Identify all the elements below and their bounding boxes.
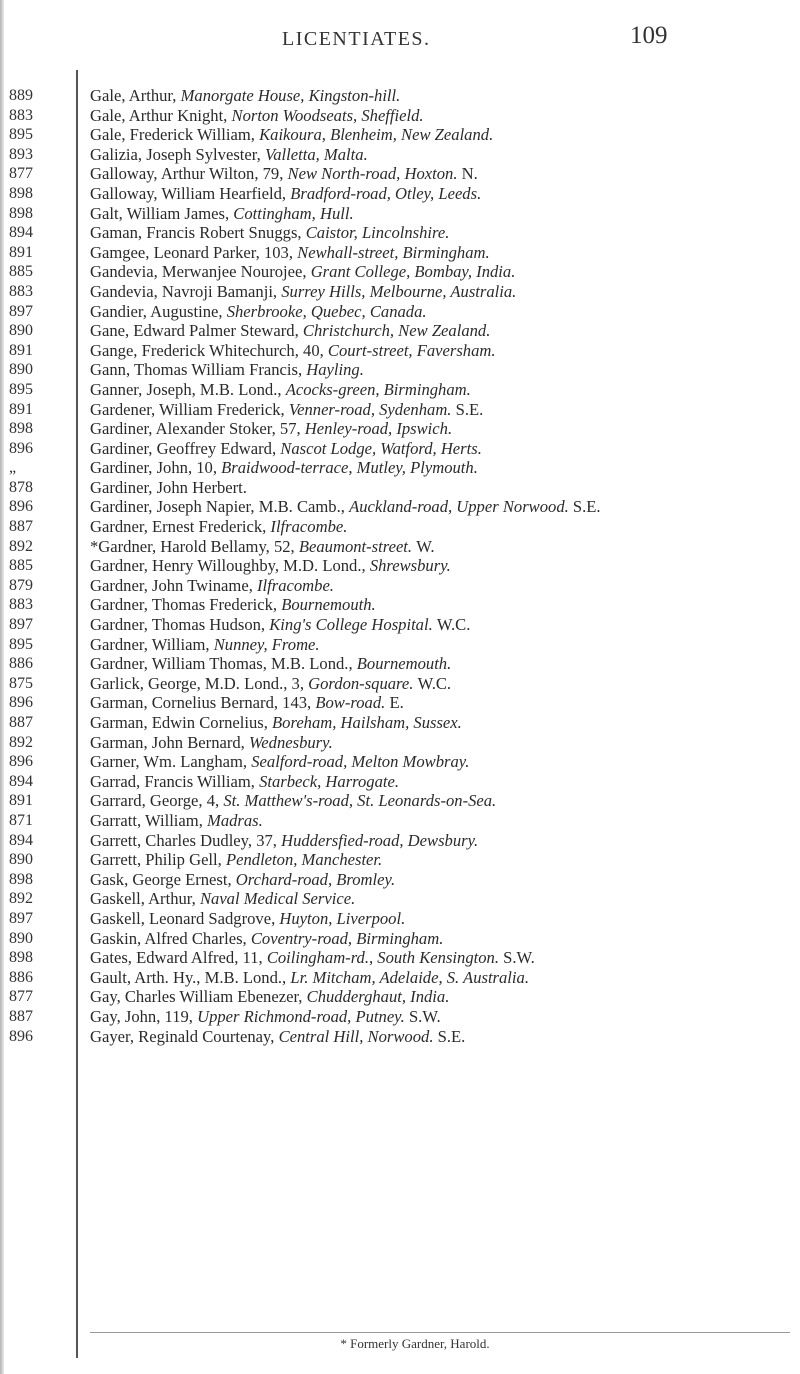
entry-year: 877 <box>9 988 33 1006</box>
entry-name: Gardner, John Twiname, <box>90 575 253 595</box>
entry-name: Garner, Wm. Langham, <box>90 752 248 772</box>
register-entry <box>0 478 800 498</box>
entry-text <box>90 615 790 635</box>
entry-year: 885 <box>9 557 33 575</box>
running-head: LICENTIATES. <box>282 28 431 50</box>
register-entry <box>0 243 800 263</box>
entry-year: 883 <box>9 106 33 124</box>
entry-text <box>90 223 790 243</box>
entry-name: Garman, Cornelius Bernard, 143, <box>90 693 312 713</box>
register-entry <box>0 380 800 400</box>
register-entry <box>0 164 800 184</box>
entry-year: 897 <box>9 616 33 634</box>
entry-address: Chudderghaut, India. <box>306 987 450 1007</box>
entry-address: Grant College, Bombay, India. <box>310 262 516 282</box>
register-entry <box>0 909 800 929</box>
entry-address: Orchard-road, Bromley. <box>235 869 396 889</box>
entry-name: Gange, Frederick Whitechurch, 40, <box>90 340 324 360</box>
register-entry <box>0 870 800 890</box>
entry-address: Manorgate House, Kingston-hill. <box>180 86 401 105</box>
entry-name: Gayer, Reginald Courtenay, <box>90 1026 275 1046</box>
register-entry <box>0 145 800 165</box>
entry-year: 896 <box>9 498 33 516</box>
entry-year: 892 <box>9 733 33 751</box>
entry-year: 895 <box>9 635 33 653</box>
entry-address: Madras. <box>207 810 263 830</box>
entry-name: Gardner, Thomas Frederick, <box>90 595 278 615</box>
entry-name: Galt, William James, <box>90 203 230 223</box>
entry-text <box>90 674 790 694</box>
entry-text <box>90 1007 790 1027</box>
entry-year: „ <box>9 459 17 477</box>
entry-year: 885 <box>9 263 33 281</box>
entry-text <box>90 262 790 282</box>
entry-text <box>90 243 790 263</box>
register-entry <box>0 576 800 596</box>
entry-year: 896 <box>9 694 33 712</box>
entry-year: 896 <box>9 439 33 457</box>
entry-address: Court-street, Faversham. <box>327 340 496 360</box>
entry-address: Central Hill, Norwood. <box>278 1026 434 1046</box>
entry-text <box>90 791 790 811</box>
entry-text <box>90 595 790 615</box>
entry-year: 891 <box>9 341 33 359</box>
entry-text <box>90 635 790 655</box>
register-entry <box>0 791 800 811</box>
entry-text <box>90 125 790 145</box>
register-entry <box>0 1027 800 1047</box>
register-entry <box>0 106 800 126</box>
entry-text <box>90 380 790 400</box>
entry-postal-district: S.E. <box>455 399 484 419</box>
entry-text <box>90 576 790 596</box>
entry-address: Nascot Lodge, Watford, Herts. <box>280 438 482 458</box>
register-entry <box>0 400 800 420</box>
entry-year: 886 <box>9 968 33 986</box>
register-entry <box>0 184 800 204</box>
entry-address: Starbeck, Harrogate. <box>259 771 400 791</box>
entry-postal-district: N. <box>461 164 478 184</box>
entry-name: Gardiner, John Herbert. <box>90 477 247 497</box>
entry-address: Bournemouth. <box>356 654 452 674</box>
register-entry <box>0 929 800 949</box>
entry-year: 871 <box>9 811 33 829</box>
entry-name: Garrett, Charles Dudley, 37, <box>90 830 277 850</box>
entry-postal-district: S.E. <box>437 1026 466 1046</box>
entry-name: Gaman, Francis Robert Snuggs, <box>90 223 302 243</box>
entry-address: Beaumont-street. <box>298 536 413 556</box>
register-entry <box>0 693 800 713</box>
entry-name: Gandevia, Navroji Bamanji, <box>90 281 278 301</box>
register-entry <box>0 282 800 302</box>
entry-year: 887 <box>9 1007 33 1025</box>
register-entry <box>0 204 800 224</box>
entry-year: 877 <box>9 165 33 183</box>
entry-address: Bradford-road, Otley, Leeds. <box>290 183 482 203</box>
entry-address: Braidwood-terrace, Mutley, Plymouth. <box>221 458 478 478</box>
entry-year: 894 <box>9 772 33 790</box>
entry-address: Valletta, Malta. <box>264 144 368 164</box>
entry-address: Newhall-street, Birmingham. <box>297 242 490 262</box>
register-entry <box>0 86 800 106</box>
register-entry <box>0 302 800 322</box>
entry-text <box>90 106 790 126</box>
entry-name: Gardner, Thomas Hudson, <box>90 615 266 635</box>
entry-name: *Gardner, Harold Bellamy, 52, <box>90 536 295 556</box>
entry-text <box>90 419 790 439</box>
entry-name: Gann, Thomas William Francis, <box>90 360 303 380</box>
entry-name: Gardner, William Thomas, M.B. Lond., <box>90 654 353 674</box>
entry-name: Gardiner, Geoffrey Edward, <box>90 438 277 458</box>
entry-text <box>90 184 790 204</box>
entry-address: Norton Woodseats, Sheffield. <box>231 105 424 125</box>
register-entry <box>0 635 800 655</box>
register-entry <box>0 556 800 576</box>
entry-name: Garratt, William, <box>90 810 203 830</box>
register-entry <box>0 1007 800 1027</box>
footnote-text: Formerly Gardner, Harold. <box>350 1336 490 1351</box>
entry-address: Bow-road. <box>315 693 386 713</box>
entry-year: 898 <box>9 204 33 222</box>
entry-year: 891 <box>9 243 33 261</box>
entry-text <box>90 164 790 184</box>
entry-text <box>90 86 790 106</box>
entry-postal-district: W.C. <box>436 615 471 635</box>
entry-address: Wednesbury. <box>249 732 333 752</box>
entry-text <box>90 654 790 674</box>
entry-name: Gaskell, Arthur, <box>90 889 196 909</box>
register-entry <box>0 733 800 753</box>
entry-text <box>90 400 790 420</box>
entry-name: Gardiner, John, 10, <box>90 458 217 478</box>
entry-address: Shrewsbury. <box>369 556 451 576</box>
entry-text <box>90 458 790 478</box>
entry-address: Gordon-square. <box>308 673 414 693</box>
entry-address: Pendleton, Manchester. <box>225 850 383 870</box>
register-entry <box>0 360 800 380</box>
register-entry <box>0 517 800 537</box>
entry-name: Gardner, Ernest Frederick, <box>90 517 267 537</box>
entry-year: 895 <box>9 126 33 144</box>
entry-text <box>90 929 790 949</box>
register-entry <box>0 595 800 615</box>
entry-postal-district: S.W. <box>408 1006 441 1026</box>
register-entry <box>0 811 800 831</box>
entry-text <box>90 537 790 557</box>
entry-year: 889 <box>9 87 33 104</box>
entry-name: Gandier, Augustine, <box>90 301 223 321</box>
entry-address: Ilfracombe. <box>270 517 348 537</box>
entry-year: 875 <box>9 674 33 692</box>
register-entry <box>0 772 800 792</box>
entry-name: Garrard, George, 4, <box>90 791 220 811</box>
entry-text <box>90 948 790 968</box>
entry-postal-district: W. <box>416 536 435 556</box>
entry-year: 898 <box>9 949 33 967</box>
entry-name: Ganner, Joseph, M.B. Lond., <box>90 379 282 399</box>
entry-year: 894 <box>9 831 33 849</box>
entry-year: 898 <box>9 420 33 438</box>
entry-address: Kaikoura, Blenheim, New Zealand. <box>259 125 494 145</box>
entry-text <box>90 341 790 361</box>
entry-name: Gay, Charles William Ebenezer, <box>90 987 303 1007</box>
entry-year: 887 <box>9 518 33 536</box>
entry-text <box>90 733 790 753</box>
entry-text <box>90 713 790 733</box>
entry-name: Gault, Arth. Hy., M.B. Lond., <box>90 967 287 987</box>
entry-text <box>90 987 790 1007</box>
entry-text <box>90 889 790 909</box>
entry-year: 898 <box>9 870 33 888</box>
entry-postal-district: E. <box>389 693 404 713</box>
entry-year: 894 <box>9 224 33 242</box>
register-entry <box>0 497 800 517</box>
register-entry <box>0 889 800 909</box>
register-entry <box>0 439 800 459</box>
register-entry <box>0 615 800 635</box>
footnote-rule <box>90 1332 790 1333</box>
entry-year: 892 <box>9 890 33 908</box>
entry-year: 879 <box>9 576 33 594</box>
entry-postal-district: W.C. <box>417 673 452 693</box>
entry-year: 883 <box>9 596 33 614</box>
entry-text <box>90 870 790 890</box>
entry-year: 893 <box>9 145 33 163</box>
entry-text <box>90 811 790 831</box>
entry-year: 896 <box>9 753 33 771</box>
register-entry <box>0 262 800 282</box>
entry-year: 891 <box>9 400 33 418</box>
entry-name: Gardener, William Frederick, <box>90 399 285 419</box>
entry-year: 890 <box>9 929 33 947</box>
entry-address: Henley-road, Ipswich. <box>304 419 453 439</box>
entry-address: Surrey Hills, Melbourne, Australia. <box>281 281 517 301</box>
entry-year: 890 <box>9 322 33 340</box>
entry-name: Gaskin, Alfred Charles, <box>90 928 247 948</box>
entry-name: Garrett, Philip Gell, <box>90 850 222 870</box>
entry-year: 892 <box>9 537 33 555</box>
entry-year: 878 <box>9 478 33 496</box>
entry-text <box>90 302 790 322</box>
entry-address: Ilfracombe. <box>257 575 334 595</box>
entry-year: 897 <box>9 909 33 927</box>
entry-name: Gardiner, Joseph Napier, M.B. Camb., <box>90 497 345 517</box>
register-entry <box>0 987 800 1007</box>
entry-text <box>90 497 790 517</box>
entry-name: Gay, John, 119, <box>90 1006 193 1026</box>
entry-address: Coventry-road, Birmingham. <box>250 928 444 948</box>
entry-text <box>90 321 790 341</box>
register-entry <box>0 125 800 145</box>
entry-year: 890 <box>9 851 33 869</box>
register-entry <box>0 419 800 439</box>
register-entry <box>0 674 800 694</box>
entry-postal-district: S.W. <box>503 948 535 968</box>
entry-address: Bournemouth. <box>281 595 376 615</box>
entry-year: 891 <box>9 792 33 810</box>
entry-address: New North-road, Hoxton. <box>287 164 458 184</box>
entry-address: Nunney, Frome. <box>213 634 320 654</box>
entry-address: Boreham, Hailsham, Sussex. <box>272 713 462 732</box>
entry-year: 896 <box>9 1027 33 1045</box>
entry-address: Acocks-green, Birmingham. <box>285 379 471 399</box>
footnote-mark: * <box>340 1336 347 1351</box>
register-entry <box>0 713 800 733</box>
entry-year: 887 <box>9 714 33 731</box>
register-entry <box>0 752 800 772</box>
entry-text <box>90 360 790 380</box>
entry-address: Sherbrooke, Quebec, Canada. <box>226 301 427 321</box>
entry-text <box>90 478 790 498</box>
entry-name: Galloway, Arthur Wilton, 79, <box>90 164 284 184</box>
entry-address: Christchurch, New Zealand. <box>302 321 491 341</box>
entry-address: Cottingham, Hull. <box>233 203 354 223</box>
entry-text <box>90 831 790 851</box>
entry-address: Venner-road, Sydenham. <box>288 399 452 419</box>
entry-year: 895 <box>9 380 33 398</box>
register-entry <box>0 654 800 674</box>
entry-year: 890 <box>9 361 33 379</box>
entry-name: Gale, Arthur Knight, <box>90 105 228 125</box>
entry-address: Coilingham-rd., South Kensington. <box>266 948 499 968</box>
entry-address: Upper Richmond-road, Putney. <box>197 1006 405 1026</box>
entry-address: Sealford-road, Melton Mowbray. <box>251 752 470 772</box>
entry-address: St. Matthew's-road, St. Leonards-on-Sea. <box>223 791 497 811</box>
entry-address: Huddersfied-road, Dewsbury. <box>281 830 479 850</box>
entry-text <box>90 145 790 165</box>
entry-name: Garman, John Bernard, <box>90 732 245 752</box>
entry-name: Gask, George Ernest, <box>90 869 232 889</box>
entry-year: 886 <box>9 655 33 673</box>
register-entry <box>0 968 800 988</box>
page-header <box>0 22 800 58</box>
entry-text <box>90 556 790 576</box>
entry-address: Auckland-road, Upper Norwood. <box>349 497 569 517</box>
entry-text <box>90 909 790 929</box>
entry-address: Caistor, Lincolnshire. <box>305 223 450 243</box>
register-entry <box>0 458 800 478</box>
entry-name: Gamgee, Leonard Parker, 103, <box>90 242 293 262</box>
entry-name: Gandevia, Merwanjee Nourojee, <box>90 262 307 282</box>
entry-text <box>90 517 790 537</box>
page-number: 109 <box>630 22 668 49</box>
entry-name: Gaskell, Leonard Sadgrove, <box>90 908 276 928</box>
entry-postal-district: S.E. <box>572 497 601 517</box>
entry-address: Huyton, Liverpool. <box>279 908 406 928</box>
entry-year: 898 <box>9 184 33 202</box>
entry-name: Gardner, William, <box>90 634 210 654</box>
register-entry <box>0 321 800 341</box>
entry-address: Hayling. <box>306 360 364 380</box>
register-entry <box>0 850 800 870</box>
entry-address: Lr. Mitcham, Adelaide, S. Australia. <box>290 967 529 987</box>
entry-text <box>90 282 790 302</box>
entry-text <box>90 850 790 870</box>
footnote <box>0 1336 800 1352</box>
entry-name: Galizia, Joseph Sylvester, <box>90 144 261 164</box>
entry-name: Gale, Frederick William, <box>90 125 255 145</box>
entry-name: Gardiner, Alexander Stoker, 57, <box>90 419 301 439</box>
register-entry <box>0 948 800 968</box>
register-entry <box>0 223 800 243</box>
entry-text <box>90 439 790 459</box>
entry-name: Gane, Edward Palmer Steward, <box>90 321 299 341</box>
register-entry <box>0 537 800 557</box>
entry-text <box>90 1027 790 1047</box>
register-entry <box>0 831 800 851</box>
entry-text <box>90 968 790 988</box>
entry-name: Gates, Edward Alfred, 11, <box>90 948 263 968</box>
entry-name: Garrad, Francis William, <box>90 771 255 791</box>
entry-address: King's College Hospital. <box>269 615 433 635</box>
entry-text <box>90 752 790 772</box>
register-entry <box>0 341 800 361</box>
entry-name: Galloway, William Hearfield, <box>90 183 287 203</box>
entry-name: Garman, Edwin Cornelius, <box>90 713 268 732</box>
entry-year: 897 <box>9 302 33 320</box>
entry-year: 883 <box>9 282 33 300</box>
entry-list <box>0 86 800 1046</box>
entry-address: Naval Medical Service. <box>199 889 356 909</box>
entry-name: Garlick, George, M.D. Lond., 3, <box>90 673 304 693</box>
entry-name: Gardner, Henry Willoughby, M.D. Lond., <box>90 556 366 576</box>
entry-text <box>90 693 790 713</box>
entry-text <box>90 204 790 224</box>
entry-text <box>90 772 790 792</box>
entry-name: Gale, Arthur, <box>90 86 177 105</box>
